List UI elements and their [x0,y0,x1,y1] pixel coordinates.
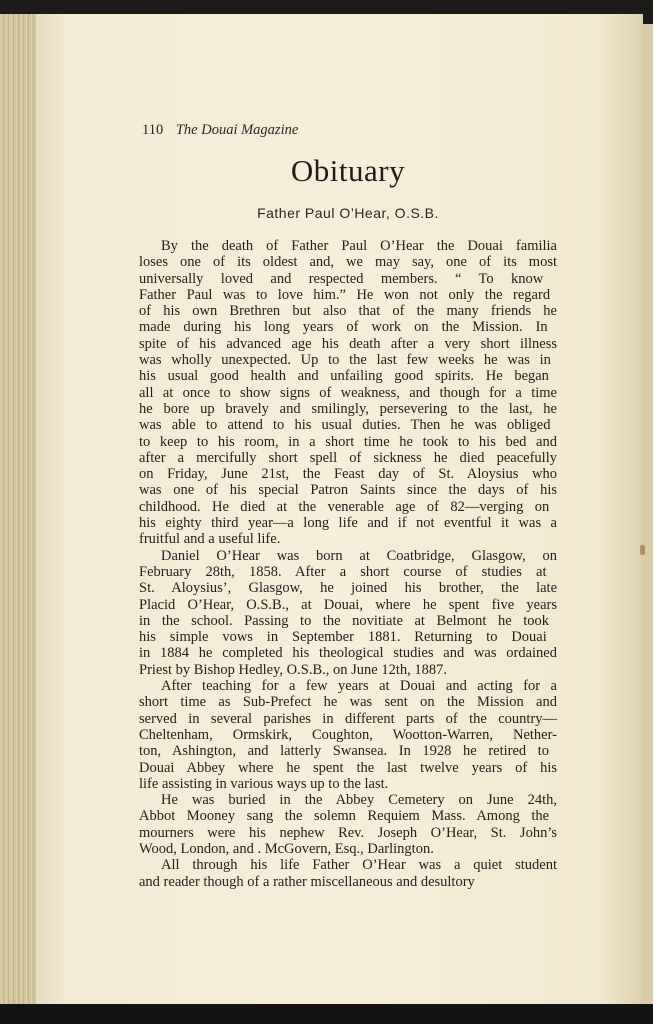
body-line: in 1884 he completed his theological studies and was ordained [139,645,557,662]
body-line: universally loved and respected members. “ To know [139,270,544,287]
body-line: short time as Sub-Prefect he was sent on the Mission and [139,694,557,711]
running-header [142,122,298,139]
article-body [139,238,557,890]
body-line: life assisting in various ways up to the last. [139,775,389,792]
body-line: his eighty third year—a long life and if not eventful it was a [139,515,557,532]
body-line: spite of his advanced age his death after a very short illness [139,335,557,352]
body-line: his simple vows in September 1881. Returning to Douai [139,629,547,646]
body-line: after a mercifully short spell of sickness he died peacefully [139,449,557,466]
body-line: was one of his special Patron Saints since the days of his [139,482,557,499]
body-line: was wholly unexpected. Up to the last few weeks he was in [139,352,551,369]
body-line: childhood. He died at the venerable age of 82—verging on [139,498,550,515]
body-line: Douai Abbey where he spent the last twelve years of his [139,759,557,776]
body-line: in the school. Passing to the novitiate at Belmont he took [139,612,550,629]
body-line: He was buried in the Abbey Cemetery on June 24th, [161,792,557,809]
body-line: Priest by Bishop Hedley, O.S.B., on June 12th, 1887. [139,661,447,678]
body-line: Placid O’Hear, O.S.B., at Douai, where he spent five years [139,596,557,613]
body-line: Father Paul was to love him.” He won not only the regard [139,286,551,303]
body-line: loses one of its oldest and, we may say, one of its most [139,254,557,271]
body-line: served in several parishes in different parts of the country— [139,710,557,727]
body-line: made during his long years of work on the Mission. In [139,319,548,336]
body-line: he bore up bravely and smilingly, persevering to the last, he [139,400,557,417]
paper-stain [640,545,645,555]
body-line: on Friday, June 21st, the Feast day of St. Aloysius who [139,466,557,483]
body-line: to keep to his room, in a short time he took to his bed and [139,433,557,450]
body-line: fruitful and a useful life. [139,531,281,548]
page-number: 110 [142,122,164,138]
body-line: was able to attend to his usual duties. Then he was obliged [139,417,551,434]
article-title: Obituary [290,153,406,188]
body-line: By the death of Father Paul O’Hear the Douai familia [161,238,557,254]
body-line: his usual good health and unfailing good spirits. He began [139,368,549,385]
body-line: mourners were his nephew Rev. Joseph O’Hear, St. John’s [139,824,557,841]
magazine-title: The Douai Magazine [175,122,299,138]
body-line: After teaching for a few years at Douai and acting for a [161,678,557,695]
body-line: Wood, London, and . McGovern, Esq., Darlington. [139,840,434,857]
article-subtitle: Father Paul O’Hear, O.S.B. [257,205,439,221]
body-line: of his own Brethren but also that of the many friends he [139,303,557,320]
body-line: Cheltenham, Ormskirk, Coughton, Wootton-Warren, Nether- [139,726,557,743]
body-line: Abbot Mooney sang the solemn Requiem Mass. Among the [139,808,550,825]
body-line: all at once to show signs of weakness, and though for a time [139,384,557,401]
facing-page-edge [641,24,653,1004]
page-bottom-shadow [0,1004,653,1024]
body-line: St. Aloysius’, Glasgow, he joined his brother, the late [139,580,557,597]
body-line: Daniel O’Hear was born at Coatbridge, Glasgow, on [161,547,557,564]
body-line: February 28th, 1858. After a short course of studies at [139,563,547,580]
body-line: and reader though of a rather miscellaneous and desultory [139,873,475,890]
page-edges [0,14,38,1004]
body-line: All through his life Father O’Hear was a quiet student [161,857,557,874]
body-line: ton, Ashington, and latterly Swansea. In 1928 he retired to [139,743,550,760]
